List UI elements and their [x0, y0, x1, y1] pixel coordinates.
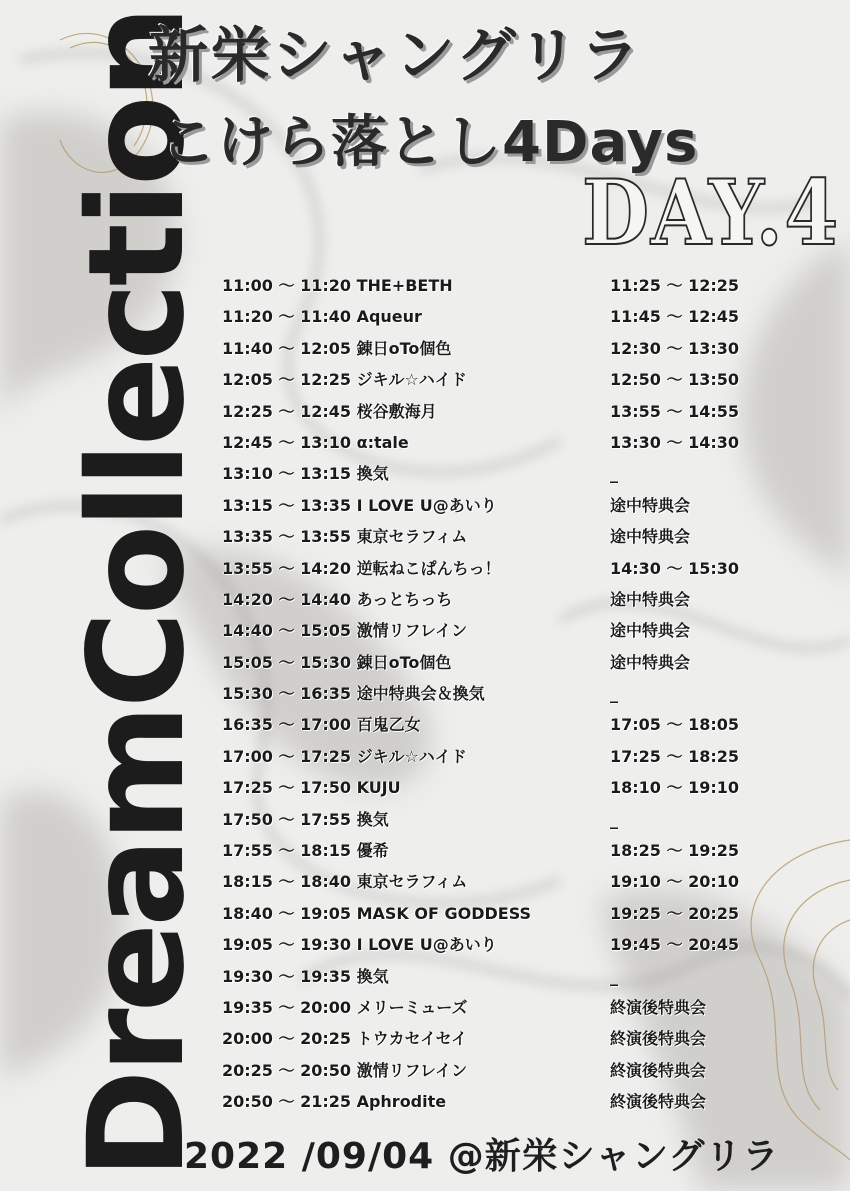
meet-greet-time: 19:45 〜 20:45 — [610, 935, 740, 955]
performance-slot: 19:05 〜 19:30 I LOVE U@あいり — [222, 935, 497, 955]
schedule-row — [222, 490, 782, 521]
schedule-row — [222, 1086, 782, 1117]
schedule-row — [222, 584, 782, 615]
performance-slot: 18:15 〜 18:40 東京セラフィム — [222, 872, 468, 892]
brand-vertical-logo: DreamCollection — [60, 9, 214, 1179]
performance-slot: 12:45 〜 13:10 α:tale — [222, 432, 409, 452]
meet-greet-time: 12:50 〜 13:50 — [610, 370, 740, 390]
meet-greet-time: 17:05 〜 18:05 — [610, 715, 740, 735]
performance-slot: 19:35 〜 20:00 メリーミューズ — [222, 997, 468, 1017]
performance-slot: 14:40 〜 15:05 激情リフレイン — [222, 621, 468, 641]
schedule-row — [222, 835, 782, 866]
performance-slot: 19:30 〜 19:35 換気 — [222, 966, 389, 986]
meet-greet-time: 13:30 〜 14:30 — [610, 432, 740, 452]
meet-greet-time: 19:25 〜 20:25 — [610, 903, 740, 923]
day-label: DAY.4 — [582, 160, 840, 266]
performance-slot: 15:30 〜 16:35 途中特典会＆換気 — [222, 684, 485, 704]
schedule-row — [222, 741, 782, 772]
schedule-row — [222, 521, 782, 552]
meet-greet-time: 13:55 〜 14:55 — [610, 401, 740, 421]
schedule-row — [222, 929, 782, 960]
performance-slot: 17:00 〜 17:25 ジキル☆ハイド — [222, 746, 467, 766]
performance-slot: 11:20 〜 11:40 Aqueur — [222, 307, 422, 327]
schedule-row — [222, 772, 782, 803]
meet-greet-time: 12:30 〜 13:30 — [610, 338, 740, 358]
meet-greet-time: 18:25 〜 19:25 — [610, 841, 740, 861]
meet-greet-time: 終演後特典会 — [610, 997, 707, 1017]
title-event: こけら落とし4Days — [160, 110, 699, 175]
meet-greet-time: 11:25 〜 12:25 — [610, 276, 740, 295]
schedule-row — [222, 1055, 782, 1086]
performance-slot: 13:55 〜 14:20 逆転ねこぱんちっ！ — [222, 558, 501, 578]
performance-slot: 11:00 〜 11:20 THE+BETH — [222, 276, 453, 295]
schedule-row — [222, 709, 782, 740]
schedule-row — [222, 270, 782, 301]
schedule-row — [222, 364, 782, 395]
date-venue-footer: 2022 /09/04 @新栄シャングリラ — [184, 1136, 780, 1177]
meet-greet-time: _ — [610, 684, 618, 704]
meet-greet-time: _ — [610, 464, 618, 484]
schedule-row — [222, 898, 782, 929]
performance-slot: 17:55 〜 18:15 優希 — [222, 841, 389, 861]
title-venue: 新栄シャングリラ — [148, 21, 642, 91]
schedule-row — [222, 553, 782, 584]
meet-greet-time: 途中特典会 — [610, 495, 691, 515]
meet-greet-time: _ — [610, 809, 618, 829]
performance-slot: 17:25 〜 17:50 KUJU — [222, 778, 401, 798]
performance-slot: 16:35 〜 17:00 百鬼乙女 — [222, 715, 421, 735]
schedule-row — [222, 1023, 782, 1054]
performance-slot: 13:35 〜 13:55 東京セラフィム — [222, 527, 468, 547]
schedule-row — [222, 992, 782, 1023]
schedule-row — [222, 866, 782, 897]
schedule-row — [222, 647, 782, 678]
performance-slot: 18:40 〜 19:05 MASK OF GODDESS — [222, 903, 532, 923]
meet-greet-time: 14:30 〜 15:30 — [610, 558, 740, 578]
performance-slot: 12:25 〜 12:45 桜谷敷海月 — [222, 401, 437, 421]
performance-slot: 17:50 〜 17:55 換気 — [222, 809, 389, 829]
meet-greet-time: 途中特典会 — [610, 527, 691, 547]
schedule-row — [222, 427, 782, 458]
schedule-row — [222, 301, 782, 332]
meet-greet-time: 終演後特典会 — [610, 1092, 707, 1112]
meet-greet-time: 19:10 〜 20:10 — [610, 872, 740, 892]
meet-greet-time: 途中特典会 — [610, 652, 691, 672]
schedule-row — [222, 804, 782, 835]
schedule-row — [222, 615, 782, 646]
meet-greet-time: 途中特典会 — [610, 589, 691, 609]
schedule-row — [222, 678, 782, 709]
meet-greet-time: _ — [610, 966, 618, 986]
meet-greet-time: 途中特典会 — [610, 621, 691, 641]
schedule-row — [222, 458, 782, 489]
meet-greet-time: 17:25 〜 18:25 — [610, 746, 740, 766]
performance-slot: 14:20 〜 14:40 あっとちっち — [222, 589, 453, 609]
performance-slot: 20:00 〜 20:25 トウカセイセイ — [222, 1029, 468, 1049]
performance-slot: 12:05 〜 12:25 ジキル☆ハイド — [222, 370, 467, 390]
performance-slot: 20:25 〜 20:50 激情リフレイン — [222, 1060, 468, 1080]
schedule-row — [222, 333, 782, 364]
performance-slot: 15:05 〜 15:30 錬日oTo個色 — [222, 652, 452, 672]
schedule-row — [222, 961, 782, 992]
performance-slot: 11:40 〜 12:05 錬日oTo個色 — [222, 338, 452, 358]
schedule-list — [222, 270, 782, 1118]
performance-slot: 13:10 〜 13:15 換気 — [222, 464, 389, 484]
meet-greet-time: 終演後特典会 — [610, 1060, 707, 1080]
meet-greet-time: 11:45 〜 12:45 — [610, 307, 740, 327]
performance-slot: 13:15 〜 13:35 I LOVE U@あいり — [222, 495, 497, 515]
meet-greet-time: 18:10 〜 19:10 — [610, 778, 740, 798]
schedule-row — [222, 396, 782, 427]
meet-greet-time: 終演後特典会 — [610, 1029, 707, 1049]
performance-slot: 20:50 〜 21:25 Aphrodite — [222, 1092, 447, 1112]
